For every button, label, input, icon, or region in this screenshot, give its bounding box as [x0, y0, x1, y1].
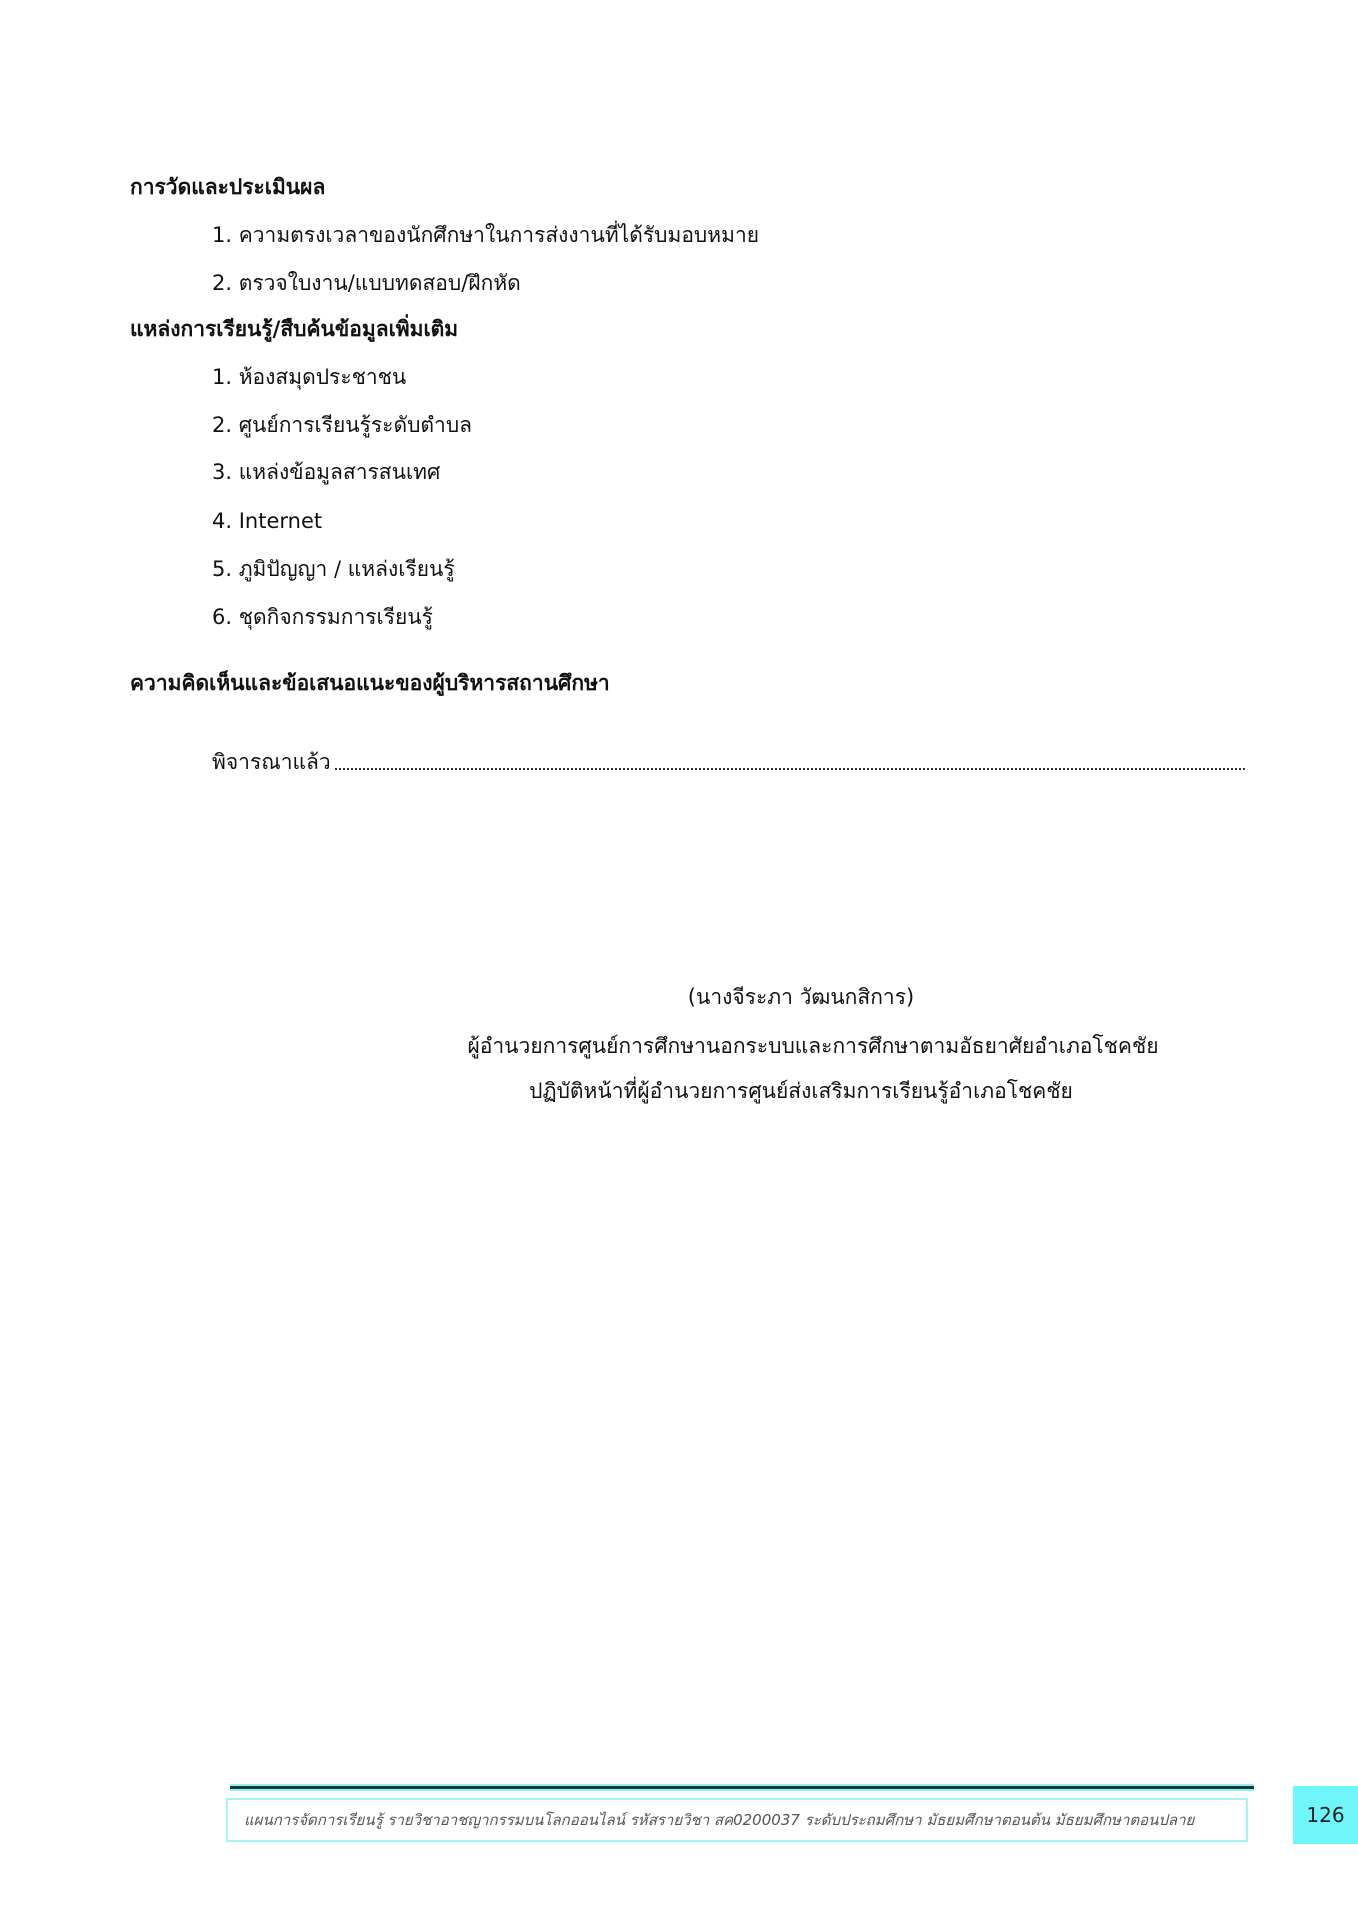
footer-divider: [230, 1786, 1254, 1789]
footer-text: แผนการจัดการเรียนรู้ รายวิชาอาชญากรรมบนโลกออนไลน์ รหัสรายวิชา สค0200037 ระดับประถมศึกษา มัธยมศึกษาตอนต้น มัธยมศึกษาตอนปลาย: [226, 1798, 1248, 1842]
signatory-position-1: ผู้อำนวยการศูนย์การศึกษานอกระบบและการศึกษาตามอัธยาศัยอำเภอโชคชัย: [467, 1034, 1159, 1058]
list-item: 1. ห้องสมุดประชาชน: [212, 365, 407, 389]
resources-heading: แหล่งการเรียนรู้/สืบค้นข้อมูลเพิ่มเติม: [130, 317, 459, 341]
comments-heading: ความคิดเห็นและข้อเสนอแนะของผู้บริหารสถานศึกษา: [130, 671, 610, 695]
comment-label: พิจารณาแล้ว: [212, 750, 331, 774]
evaluation-heading: การวัดและประเมินผล: [130, 175, 326, 199]
signatory-name: (นางจีระภา วัฒนกสิการ): [687, 985, 915, 1009]
list-item: 4. Internet: [212, 509, 323, 533]
page-number: 126: [1293, 1786, 1358, 1844]
list-item: 2. ตรวจใบงาน/แบบทดสอบ/ฝึกหัด: [212, 271, 521, 295]
list-item: 2. ศูนย์การเรียนรู้ระดับตำบล: [212, 413, 473, 437]
list-item: 1. ความตรงเวลาของนักศึกษาในการส่งงานที่ได้รับมอบหมาย: [212, 223, 760, 247]
signatory-position-2: ปฏิบัติหน้าที่ผู้อำนวยการศูนย์ส่งเสริมการเรียนรู้อำเภอโชคชัย: [529, 1079, 1073, 1103]
comment-line-1: [212, 748, 1245, 776]
list-item: 3. แหล่งข้อมูลสารสนเทศ: [212, 460, 441, 484]
list-item: 5. ภูมิปัญญา / แหล่งเรียนรู้: [212, 557, 455, 581]
list-item: 6. ชุดกิจกรรมการเรียนรู้: [212, 605, 433, 629]
